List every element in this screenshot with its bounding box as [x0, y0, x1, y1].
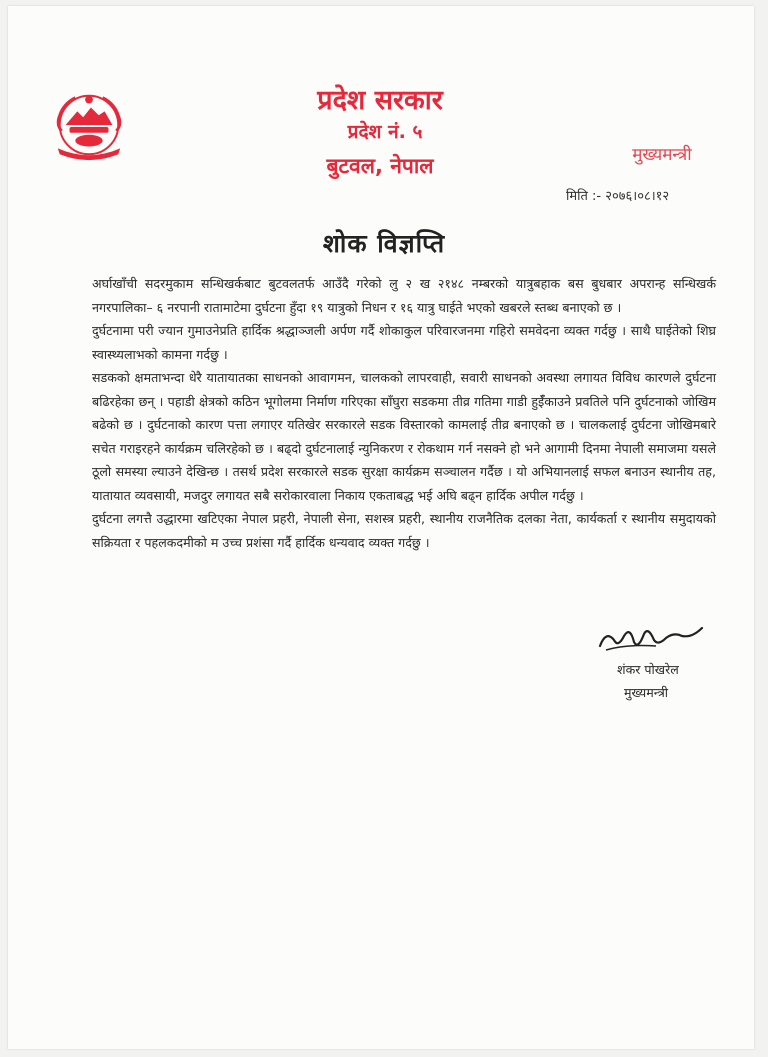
paragraph-4: दुर्घटना लगत्तै उद्धारमा खटिएका नेपाल प्रहरी, नेपाली सेना, सशस्त्र प्रहरी, स्थानीय राजनैतिक दलका नेता, कार्यकर्ता र स्थानीय समुदायको सक्रियता र पहलकदमीको म उच्च प्रशंसा गर्दै हार्दिक धन्यवाद व्यक्त गर्दछु । [92, 511, 716, 550]
location-heading: बुटवल, नेपाल [326, 154, 434, 178]
paragraph-3: सडकको क्षमताभन्दा धेरै यातायातका साधनको आवागमन, चालकको लापरवाही, सवारी साधनको अवस्था लगायत विविध कारणले दुर्घटना बढिरहेका छन् । पहाडी क्षेत्रको कठिन भूगोलमा निर्माण गरिएका साँघुरा सडकमा तीव्र गतिमा गाडी हुईँकाउने प्रवतिले पनि दुर्घटनाको जोखिम बढेको छ । दुर्घटनाको कारण पत्ता लगाएर यतिखेर सरकारले सडक विस्तारको कामलाई तीव्र बनाएको छ । चालकलाई दुर्घटना जोखिमबारे सचेत गराइरहने कार्यक्रम चलिरहेको छ । बढ्दो दुर्घटनालाई न्युनिकरण र रोकथाम गर्न नसक्ने हो भने आगामी दिनमा नेपाली समाजमा यसले ठूलो समस्या ल्याउने देखिन्छ । तसर्थ प्रदेश सरकारले सडक सुरक्षा कार्यक्रम सञ्चालन गर्दैछ । यो अभियानलाई सफल बनाउन स्थानीय तह, यातायात व्यवसायी, मजदुर लगायत सबै सरोकारवाला निकाय एकताबद्ध भई अघि बढ्न हार्दिक अपील गर्दछु । [92, 370, 716, 503]
paragraph-2: दुर्घटनामा परी ज्यान गुमाउनेप्रति हार्दिक श्रद्धाञ्जली अर्पण गर्दै शोकाकुल परिवारजनमा गहिरो समवेदना व्यक्त गर्दछु । साथै घाईतेको शिघ्र स्वास्थ्यलाभको कामना गर्दछु । [92, 323, 716, 362]
document-title: शोक विज्ञप्ति [322, 229, 446, 258]
office-heading: मुख्यमन्त्री [632, 145, 692, 165]
nepal-emblem-icon [50, 86, 128, 164]
letter-body [92, 272, 716, 554]
province-heading: प्रदेश नं. ५ [347, 121, 423, 143]
paragraph-1: अर्घाखाँची सदरमुकाम सन्धिखर्कबाट बुटवलतर्फ आउँदै गरेको लु २ ख २१४८ नम्बरको यात्रुबहाक बस बुधबार अपरान्ह सन्धिखर्क नगरपालिका– ६ नरपानी रातामाटेमा दुर्घटना हुँदा १९ यात्रुको निधन र १६ यात्रु घाईते भएको खबरले स्तब्ध बनाएको छ । [92, 276, 716, 315]
date-line: मिति :- २०७६।०८।१२ [566, 189, 670, 204]
signatory-role: मुख्यमन्त्री [624, 685, 669, 700]
signature-icon [596, 616, 706, 658]
signatory-name: शंकर पोखरेल [617, 662, 679, 677]
government-heading: प्रदेश सरकार [317, 85, 443, 116]
